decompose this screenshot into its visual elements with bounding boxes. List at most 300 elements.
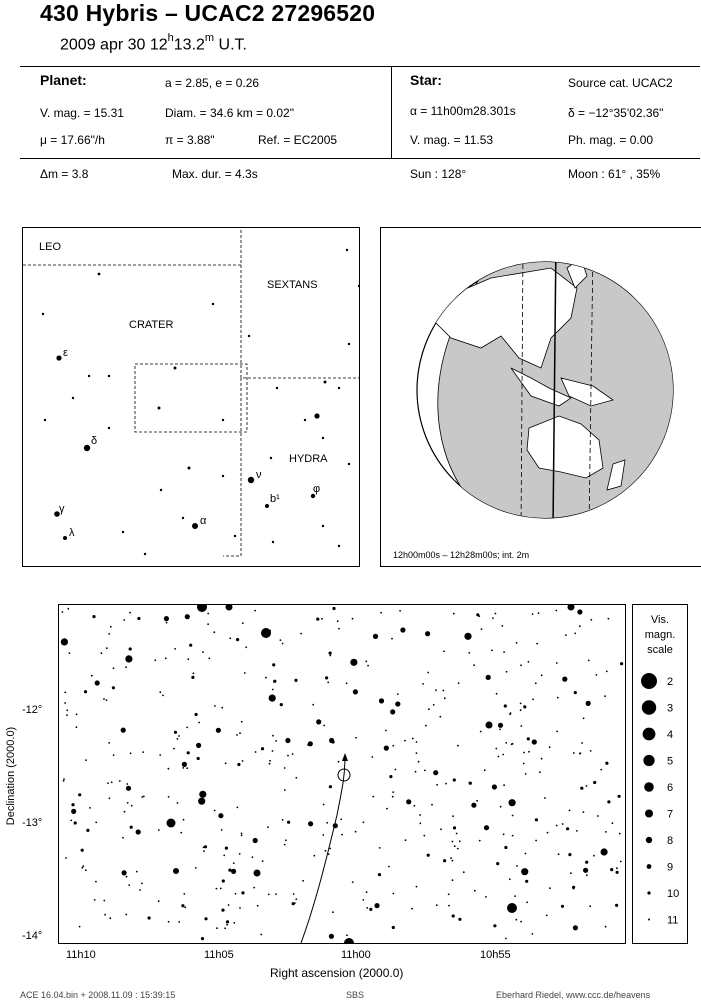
field-star [204, 845, 207, 848]
event-datetime: 2009 apr 30 12$^h$13.2$^m$ U.T. [60, 32, 247, 54]
field-star [498, 756, 500, 758]
field-star [503, 651, 505, 653]
field-star [244, 672, 246, 674]
bright-star [226, 605, 233, 611]
star-heading: Star: [410, 72, 442, 88]
field-star [612, 822, 614, 824]
bright-star [254, 870, 261, 877]
field-star [294, 679, 297, 682]
field-star [126, 783, 128, 785]
field-star [556, 662, 558, 664]
field-star [379, 847, 381, 849]
scale-dot-mag-3 [642, 700, 656, 714]
field-star [198, 722, 200, 724]
field-star [457, 745, 459, 747]
field-star [95, 680, 100, 685]
field-star [239, 907, 241, 909]
field-star [158, 900, 160, 902]
field-star [527, 737, 530, 740]
field-star [352, 881, 354, 883]
field-star [458, 918, 461, 921]
field-star [573, 888, 575, 890]
field-star [580, 787, 583, 790]
bright-star [507, 903, 517, 913]
field-star [300, 633, 302, 635]
field-star [353, 689, 358, 694]
field-star [222, 879, 225, 882]
field-star [503, 784, 505, 786]
field-star [332, 607, 335, 610]
planet-parallax: π = 3.88" [165, 133, 215, 147]
field-star [405, 839, 407, 841]
field-star [224, 927, 226, 929]
field-star [124, 811, 126, 813]
field-star [242, 760, 244, 762]
field-star [260, 934, 262, 936]
field-star [340, 819, 342, 821]
field-star [581, 742, 583, 744]
scale-label-mag-5: 5 [667, 755, 674, 768]
field-star [267, 826, 269, 828]
field-star [254, 610, 256, 612]
field-star [168, 921, 170, 923]
label-hydra: HYDRA [289, 453, 328, 465]
globe-caption: 12h00m00s – 12h28m00s; int. 2m [393, 550, 530, 560]
field-star [158, 829, 160, 831]
field-star [355, 737, 357, 739]
field-star [329, 652, 332, 655]
field-star [520, 709, 522, 711]
field-star [453, 778, 456, 781]
field-star [511, 743, 513, 745]
field-star [221, 909, 224, 912]
field-star [433, 770, 438, 775]
field-star [491, 649, 493, 651]
field-star [257, 905, 259, 907]
field-star [365, 661, 367, 663]
greek-gamma: γ [59, 503, 65, 515]
x-axis-label: Right ascension (2000.0) [270, 966, 404, 980]
field-star [469, 782, 472, 785]
field-star [579, 752, 581, 754]
field-star [535, 818, 538, 821]
field-star [450, 857, 452, 859]
field-star [414, 805, 416, 807]
field-star [174, 731, 177, 734]
scale-label-mag-4: 4 [667, 729, 674, 741]
planet-motion: μ = 17.66"/h [40, 133, 105, 147]
field-star [81, 867, 83, 869]
field-star [556, 825, 558, 827]
field-star [189, 644, 192, 647]
field-star [505, 742, 507, 744]
field-star [528, 751, 530, 753]
field-star [226, 920, 229, 923]
field-star [415, 771, 417, 773]
field-star [424, 770, 426, 772]
field-star [321, 618, 323, 620]
scale-dot-mag-7 [645, 810, 653, 818]
field-star [523, 705, 526, 708]
field-star [504, 846, 507, 849]
field-star [576, 830, 578, 832]
field-star [615, 904, 618, 907]
bright-star [173, 868, 179, 874]
planet-diameter: Diam. = 34.6 km = 0.02" [165, 106, 294, 120]
field-star [142, 751, 144, 753]
field-star [549, 746, 551, 748]
field-star [338, 761, 340, 763]
field-star [312, 704, 314, 706]
field-star [174, 648, 176, 650]
field-star [129, 612, 131, 614]
field-star [284, 789, 286, 791]
field-star [440, 828, 442, 830]
planet-reference: Ref. = EC2005 [258, 133, 338, 147]
field-star [427, 854, 430, 857]
field-star [404, 740, 406, 742]
field-star [332, 911, 334, 913]
field-star [203, 850, 205, 852]
field-star [293, 893, 295, 895]
field-star [265, 677, 267, 679]
field-star [423, 835, 425, 837]
field-star [605, 926, 607, 928]
field-star [464, 633, 471, 640]
field-star [65, 857, 67, 859]
field-star [453, 613, 455, 615]
field-star [459, 840, 461, 842]
field-star [198, 798, 205, 805]
field-star [427, 672, 429, 674]
field-star [436, 784, 438, 786]
field-star [173, 748, 175, 750]
field-star [596, 674, 598, 676]
field-star [119, 780, 121, 782]
map-stars [42, 249, 359, 555]
field-star [601, 848, 608, 855]
field-star [445, 783, 447, 785]
field-star [233, 862, 235, 864]
field-star [76, 713, 78, 715]
field-star [486, 675, 491, 680]
field-star [66, 709, 68, 711]
field-star [448, 893, 450, 895]
field-star [448, 905, 450, 907]
field-star [214, 705, 216, 707]
field-star [74, 821, 77, 824]
field-star [225, 762, 227, 764]
field-star [532, 613, 534, 615]
field-star [70, 820, 72, 822]
field-star [186, 727, 188, 729]
field-star [78, 793, 81, 796]
field-star [181, 904, 184, 907]
globe-svg [381, 228, 701, 566]
constellation-map [22, 227, 360, 567]
field-star [236, 734, 238, 736]
field-star [127, 802, 129, 804]
field-star [331, 936, 333, 938]
field-star [453, 826, 456, 829]
field-star [526, 901, 528, 903]
field-star [515, 919, 517, 921]
field-star [141, 883, 143, 885]
field-star [269, 695, 276, 702]
field-star [182, 767, 184, 769]
field-star [573, 925, 578, 930]
bright-star [568, 605, 575, 611]
star-phmag: Ph. mag. = 0.00 [568, 133, 654, 147]
field-star [284, 767, 286, 769]
y-axis-label: Declination (2000.0) [5, 726, 18, 826]
ytick-12: -12° [22, 704, 43, 716]
field-star [103, 698, 105, 700]
field-star [512, 815, 514, 817]
field-star [510, 712, 512, 714]
scale-label-mag-7: 7 [667, 808, 674, 821]
field-star [481, 628, 483, 630]
field-star [85, 869, 87, 871]
field-star [523, 763, 525, 765]
field-star [272, 689, 274, 691]
field-star [186, 767, 188, 769]
path-direction-arrow [342, 753, 348, 761]
field-star [574, 691, 577, 694]
field-star [392, 926, 395, 929]
field-star [607, 800, 610, 803]
field-star [272, 735, 274, 737]
field-star [605, 762, 608, 765]
field-star [380, 612, 382, 614]
field-star [500, 806, 502, 808]
field-star [397, 693, 399, 695]
field-star [473, 664, 475, 666]
scale-dot-mag-10 [647, 891, 650, 894]
field-star [372, 796, 374, 798]
field-star [341, 834, 343, 836]
field-star [195, 867, 197, 869]
field-star [431, 804, 433, 806]
field-star [444, 697, 446, 699]
field-star [504, 704, 507, 707]
magnitude-scale [632, 604, 688, 944]
field-star [454, 845, 456, 847]
field-star [216, 728, 221, 733]
field-star [322, 834, 324, 836]
field-star [541, 758, 543, 760]
field-star [496, 693, 498, 695]
map-star [63, 536, 67, 540]
field-star [350, 659, 357, 666]
greek-b1: b¹ [270, 493, 280, 505]
field-star [253, 887, 255, 889]
field-star [583, 868, 588, 873]
field-star [128, 884, 130, 886]
field-star [241, 721, 243, 723]
field-star [606, 671, 608, 673]
field-star [480, 731, 482, 733]
field-star [547, 832, 549, 834]
ytick-13: -13° [22, 817, 43, 829]
map-star [192, 523, 198, 529]
field-star [593, 855, 595, 857]
field-star [326, 822, 328, 824]
field-star [436, 904, 438, 906]
field-star [562, 677, 567, 682]
field-star [583, 811, 585, 813]
field-star [182, 762, 187, 767]
field-star [325, 850, 327, 852]
field-star [282, 819, 284, 821]
xtick-11h05: 11h05 [204, 949, 234, 961]
field-star [233, 922, 235, 924]
field-star [109, 917, 111, 919]
field-star [193, 672, 195, 674]
field-star [502, 625, 504, 627]
field-star [69, 652, 71, 654]
field-star [588, 660, 590, 662]
field-star [231, 869, 236, 874]
field-star [106, 647, 108, 649]
field-star [196, 743, 201, 748]
field-star [139, 889, 141, 891]
field-star [374, 903, 379, 908]
field-star [159, 754, 161, 756]
field-star [262, 860, 264, 862]
scale-label-mag-9: 9 [667, 861, 674, 874]
page-title: 430 Hybris – UCAC2 27296520 [40, 0, 376, 26]
footer-right: Eberhard Riedel, www.ccc.de/heavens [496, 990, 651, 1000]
scale-title: Vis. magn. scale [644, 614, 676, 656]
field-star [512, 835, 514, 837]
field-star [125, 666, 127, 668]
planet-orbit: a = 2.85, e = 0.26 [165, 76, 260, 90]
field-star [287, 821, 290, 824]
field-star [95, 881, 97, 883]
field-star [590, 619, 592, 621]
field-star [67, 608, 69, 610]
field-star [471, 803, 476, 808]
field-star [214, 810, 216, 812]
field-star [392, 796, 394, 798]
field-star [329, 655, 331, 657]
field-star [162, 695, 164, 697]
field-star [616, 871, 619, 874]
field-star [130, 752, 132, 754]
field-star [85, 759, 87, 761]
field-star [103, 900, 105, 902]
greek-epsilon: ε [63, 347, 68, 359]
field-star [538, 612, 540, 614]
field-star [95, 822, 97, 824]
field-star [295, 777, 297, 779]
field-star [223, 855, 225, 857]
field-star [136, 871, 138, 873]
field-star [502, 754, 504, 756]
field-star [496, 862, 499, 865]
field-star [485, 896, 487, 898]
field-star [422, 683, 424, 685]
scale-dot-mag-6 [644, 782, 654, 792]
field-star [177, 802, 179, 804]
field-star [112, 686, 115, 689]
field-star [329, 785, 332, 788]
planet-heading: Planet: [40, 72, 87, 88]
greek-alpha: α [200, 515, 207, 527]
field-star [610, 868, 613, 871]
max-duration: Max. dur. = 4.3s [172, 167, 258, 181]
field-star [226, 924, 228, 926]
field-star [506, 671, 508, 673]
field-star [64, 702, 66, 704]
bright-star [167, 819, 176, 828]
field-star [389, 775, 392, 778]
field-star [148, 916, 151, 919]
field-star [378, 873, 381, 876]
bright-star [344, 938, 354, 943]
footer-left: ACE 16.04.bin + 2008.11.09 : 15:39:15 [20, 990, 176, 1000]
field-star [565, 634, 567, 636]
field-star [597, 815, 599, 817]
bright-star [486, 722, 493, 729]
map-star [314, 413, 319, 418]
field-star [521, 868, 528, 875]
field-star [395, 701, 400, 706]
field-star [425, 725, 427, 727]
field-star [207, 623, 209, 625]
field-star [390, 709, 395, 714]
field-star [137, 617, 140, 620]
field-star [235, 893, 237, 895]
field-star [520, 725, 522, 727]
field-star [570, 872, 572, 874]
field-star [191, 676, 194, 679]
field-star [577, 609, 582, 614]
scale-dot-mag-8 [646, 837, 652, 843]
star-chart [58, 604, 626, 944]
field-star [221, 707, 223, 709]
scale-label-mag-11: 11 [667, 914, 679, 927]
greek-lambda: λ [69, 527, 75, 539]
field-star [452, 815, 454, 817]
field-star [586, 874, 588, 876]
field-star [178, 921, 180, 923]
field-star [61, 638, 68, 645]
field-star [346, 682, 348, 684]
field-star [329, 738, 334, 743]
scale-dot-mag-9 [647, 864, 652, 869]
field-star [275, 740, 277, 742]
field-star [532, 698, 534, 700]
field-star [177, 738, 179, 740]
field-star [528, 661, 530, 663]
field-star [329, 934, 334, 939]
field-star [620, 861, 622, 863]
field-star [327, 682, 329, 684]
field-star [143, 796, 145, 798]
field-star [287, 755, 289, 757]
field-star [476, 613, 479, 616]
field-star [555, 610, 557, 612]
field-star [269, 763, 271, 765]
field-star [168, 796, 170, 798]
field-star [535, 682, 537, 684]
field-star [84, 690, 87, 693]
field-star [573, 752, 575, 754]
field-star [187, 751, 190, 754]
field-star [388, 866, 390, 868]
